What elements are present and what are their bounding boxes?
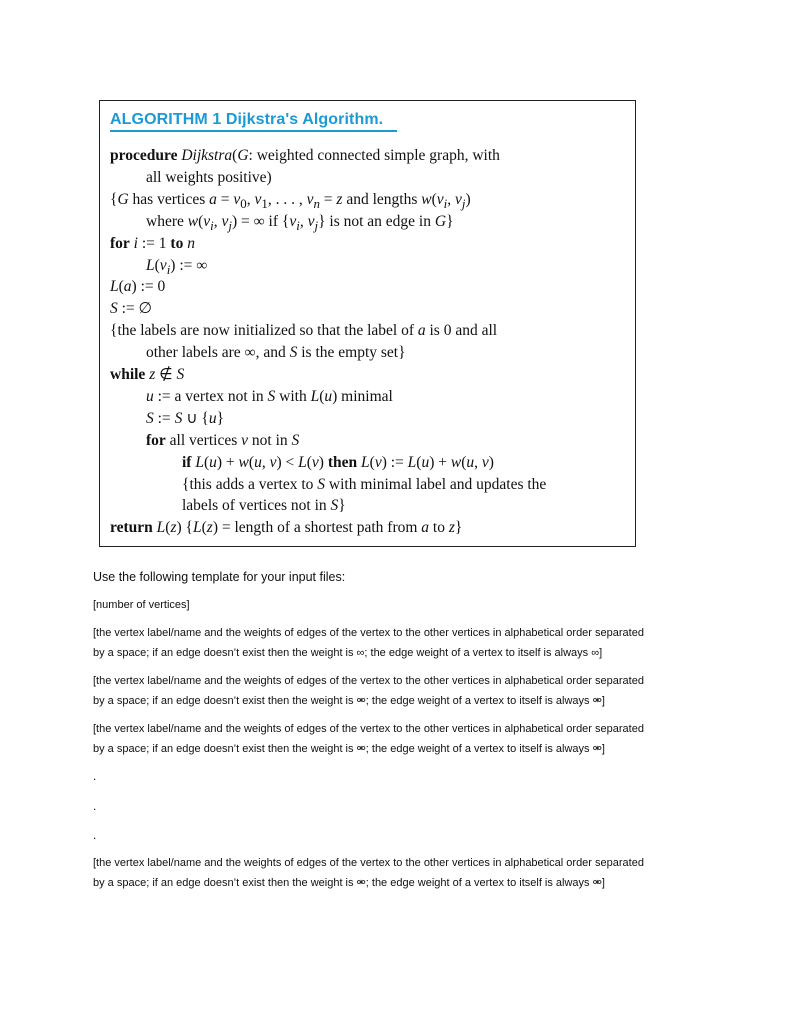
- algorithm-title: ALGORITHM 1 Dijkstra's Algorithm.: [110, 111, 384, 128]
- template-entry-2-line-2: by a space; if an edge doesn’t exist then the weight is ⚮; the edge weight of a vertex to itself is always ⚮]: [93, 695, 605, 707]
- template-entry-2-line-1: [the vertex label/name and the weights of edges of the vertex to the other vertices in alphabetical order separated: [93, 675, 644, 687]
- pseudocode-line: procedure Dijkstra(G: weighted connected simple graph, with: [110, 147, 500, 164]
- template-entry-last-line-2: by a space; if an edge doesn’t exist then the weight is ⚮; the edge weight of a vertex to itself is always ⚮]: [93, 877, 605, 889]
- pseudocode-line: {the labels are now initialized so that the label of a is 0 and all: [110, 322, 498, 340]
- template-intro: Use the following template for your input files:: [93, 570, 346, 584]
- pseudocode-line: if L(u) + w(u, v) < L(v) then L(v) := L(u) + w(u, v): [182, 453, 494, 471]
- pseudocode-line: S := ∅: [110, 300, 153, 318]
- pseudocode-line: {this adds a vertex to S with minimal label and updates the: [182, 475, 547, 493]
- pseudocode-line: while z ∉ S: [110, 366, 185, 383]
- template-vertices-line: [number of vertices]: [93, 599, 190, 611]
- template-entry-1-line-2: by a space; if an edge doesn’t exist then the weight is ∞; the edge weight of a vertex to itself is always ∞]: [93, 647, 603, 659]
- pseudocode-line: u := a vertex not in S with L(u) minimal: [146, 387, 393, 405]
- pseudocode-line: where $w(v_i$, $v_j$) = ∞ if {$v_i$, $v_j$} is not an edge in G}: [146, 212, 454, 233]
- pseudocode-line: for all vertices v not in S: [146, 431, 300, 449]
- pseudocode-line: for i := 1 to n: [110, 234, 195, 252]
- pseudocode-line: other labels are ∞, and S is the empty set}: [146, 344, 406, 362]
- ellipsis-dot-2: .: [93, 799, 97, 813]
- template-entry-3-line-2: by a space; if an edge doesn’t exist then the weight is ⚮; the edge weight of a vertex to itself is always ⚮]: [93, 743, 605, 755]
- pseudocode-line: $L(v_i)$ := ∞: [146, 256, 208, 277]
- template-entry-1-line-1: [the vertex label/name and the weights of edges of the vertex to the other vertices in alphabetical order separated: [93, 627, 644, 639]
- pseudocode-line: all weights positive): [146, 168, 272, 186]
- ellipsis-dot-1: .: [93, 769, 97, 783]
- ellipsis-dot-3: .: [93, 828, 97, 842]
- pseudocode-line: labels of vertices not in S}: [182, 497, 346, 515]
- title-underline: [110, 130, 397, 132]
- pseudocode-line: return L(z) {L(z) = length of a shortest path from a to z}: [110, 519, 463, 537]
- pseudocode-line: {G has vertices $a = v_0$, $v_1$, . . . , $v_n = z$ and lengths $w(v_i$, $v_j$): [110, 190, 471, 211]
- pseudocode-line: S := S ∪ {u}: [146, 409, 225, 427]
- template-entry-3-line-1: [the vertex label/name and the weights of edges of the vertex to the other vertices in alphabetical order separated: [93, 723, 644, 735]
- template-entry-last-line-1: [the vertex label/name and the weights of edges of the vertex to the other vertices in alphabetical order separated: [93, 857, 644, 869]
- algorithm-box: [99, 100, 636, 547]
- pseudocode-line: L(a) := 0: [110, 278, 166, 296]
